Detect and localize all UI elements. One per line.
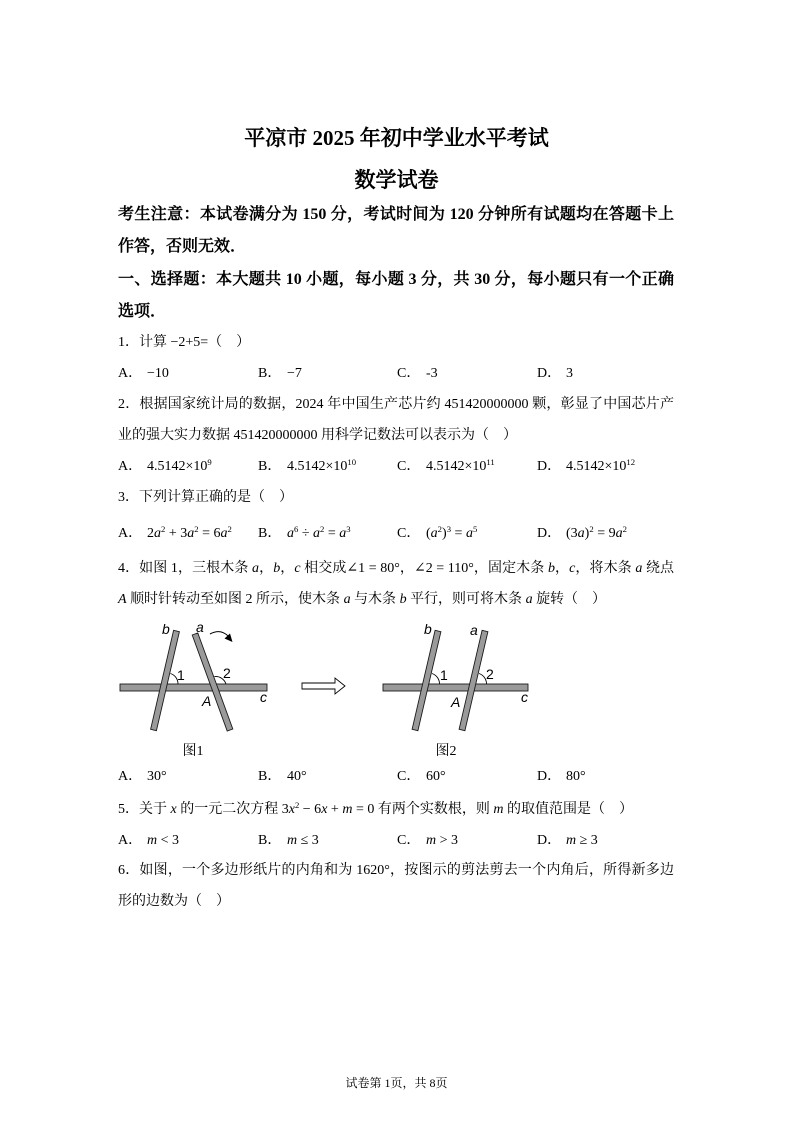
option-d: [537, 518, 627, 549]
notice-line: 作答，否则无效．: [118, 238, 247, 255]
option-a: [118, 825, 179, 856]
option-b: [258, 518, 351, 549]
math-variable: m: [493, 802, 504, 817]
option-label: C．: [397, 833, 421, 848]
option-label: B．: [258, 833, 282, 848]
label-c: c: [260, 689, 267, 705]
math-variable: m: [147, 833, 158, 848]
option-d: [537, 825, 598, 856]
math-superscript: 12: [626, 457, 636, 468]
option-label: B．: [258, 366, 282, 381]
figure-2: [383, 621, 528, 759]
math-variable: a: [313, 526, 321, 541]
question-text: 5．关于 x 的一元二次方程 $3x^2 - 6x + m = 0$ 有两个实数根，则 m 的取值范围是（ ）: [118, 800, 633, 817]
label-angle-1: 1: [440, 667, 448, 683]
math-superscript: 11: [486, 457, 495, 468]
option-value: 3: [566, 366, 573, 381]
math-variable: a: [220, 526, 228, 541]
label-c: c: [521, 689, 528, 705]
figure-1: [120, 619, 267, 759]
option-c: [397, 518, 477, 549]
question-text: 2．根据国家统计局的数据，2024 年中国生产芯片约 451420000000 颗，彰显了中国芯片产: [118, 397, 674, 412]
label-b: b: [162, 621, 170, 637]
rotate-clockwise-arrow-icon: [210, 632, 233, 642]
option-label: B．: [258, 526, 282, 541]
option-b: [258, 451, 356, 482]
question-3-options: [118, 518, 678, 549]
question-6: [118, 855, 674, 917]
bar-a: [192, 633, 233, 731]
math-variable: m: [566, 833, 577, 848]
label-angle-1: 1: [177, 667, 185, 683]
math-variable: a: [577, 526, 585, 541]
option-a: [118, 358, 169, 389]
option-label: B．: [258, 769, 282, 784]
math-variable: a: [339, 526, 347, 541]
option-label: C．: [397, 366, 421, 381]
bar-c: [383, 684, 528, 691]
option-value: m ≥ 3: [566, 833, 598, 848]
notice-line: 考生注意：本试卷满分为 150 分，考试时间为 120 分钟所有试题均在答题卡上: [118, 206, 674, 223]
math-variable: x: [321, 802, 328, 817]
bar-a: [459, 630, 488, 730]
option-a: [118, 451, 212, 482]
math-superscript: 2: [589, 524, 594, 535]
option-c: [397, 761, 446, 792]
exam-title: 平凉市 2025 年初中学业水平考试: [244, 126, 549, 150]
math-superscript: 3: [346, 524, 351, 535]
question-text: 6．如图，一个多边形纸片的内角和为 1620°，按图示的剪法剪去一个内角后，所得新多边: [118, 863, 674, 878]
option-value: 80°: [566, 769, 586, 784]
math-variable: m: [287, 833, 298, 848]
angle-1-arc: [432, 674, 440, 685]
math-variable: a: [465, 526, 473, 541]
bar-b: [151, 630, 180, 730]
option-value: m ≤ 3: [287, 833, 319, 848]
option-label: C．: [397, 526, 421, 541]
question-text: 3．下列计算正确的是（ ）: [118, 490, 293, 505]
option-c: [397, 358, 438, 389]
bar-c: [120, 684, 267, 691]
option-a: [118, 518, 232, 549]
option-value: −10: [147, 366, 169, 381]
label-a: a: [470, 622, 478, 638]
option-value: m > 3: [426, 833, 459, 848]
bar-b: [412, 630, 441, 730]
question-3: [118, 482, 674, 513]
option-value: −7: [287, 366, 302, 381]
math-variable: b: [273, 561, 281, 576]
math-superscript: 2: [437, 524, 443, 535]
section-heading-line: 选项．: [118, 303, 167, 320]
option-value: $(3a)^2 = 9a^2$: [566, 524, 627, 541]
question-text: 1．计算 −2+5=（ ）: [118, 335, 251, 350]
math-variable: m: [342, 802, 353, 817]
option-label: B．: [258, 459, 282, 474]
option-label: D．: [537, 833, 562, 848]
label-point-a: A: [202, 693, 212, 709]
math-superscript: 5: [472, 524, 478, 535]
math-variable: c: [569, 561, 576, 576]
candidate-notice: [118, 199, 674, 263]
option-label: C．: [397, 459, 421, 474]
option-a: [118, 761, 167, 792]
option-value: $(a^2)^3 = a^5$: [426, 524, 478, 541]
question-1: [118, 327, 674, 358]
option-label: D．: [537, 769, 562, 784]
math-superscript: 10: [347, 457, 357, 468]
math-variable: A: [118, 592, 127, 607]
option-b: [258, 825, 319, 856]
option-b: [258, 358, 302, 389]
option-label: D．: [537, 366, 562, 381]
math-variable: a: [430, 526, 438, 541]
math-variable: a: [187, 526, 195, 541]
option-value: 40°: [287, 769, 307, 784]
option-value: -3: [426, 366, 438, 381]
option-value: m < 3: [147, 833, 180, 848]
question-2-options: [118, 451, 678, 482]
option-d: [537, 761, 586, 792]
math-variable: a: [154, 526, 161, 541]
option-label: A．: [118, 526, 143, 541]
math-variable: a: [615, 526, 623, 541]
option-value: $a^6 \div a^2 = a^3$: [287, 524, 351, 541]
math-variable: a: [525, 592, 533, 607]
option-d: [537, 358, 573, 389]
label-a: a: [196, 619, 204, 635]
option-label: D．: [537, 526, 562, 541]
math-superscript: 2: [227, 524, 232, 535]
math-variable: a: [287, 526, 294, 541]
math-variable: a: [635, 561, 643, 576]
option-label: A．: [118, 459, 143, 474]
math-superscript: 2: [622, 524, 627, 535]
option-c: [397, 451, 495, 482]
option-value: 60°: [426, 769, 446, 784]
option-value: $4.5142\times 10^{10}$: [287, 457, 357, 474]
option-value: 30°: [147, 769, 167, 784]
math-variable: b: [399, 592, 407, 607]
label-angle-2: 2: [223, 665, 231, 681]
section-heading-line: 一、选择题：本大题共 10 小题，每小题 3 分，共 30 分，每小题只有一个正确: [118, 271, 674, 288]
option-label: C．: [397, 769, 421, 784]
math-superscript: 6: [294, 524, 299, 535]
question-text: 形的边数为（ ）: [118, 894, 230, 909]
math-superscript: 3: [446, 524, 452, 535]
math-variable: m: [426, 833, 437, 848]
option-value: $4.5142\times 10^{12}$: [566, 457, 636, 474]
section-heading: [118, 264, 674, 328]
question-4-figure: [0, 600, 793, 770]
math-superscript: 2: [320, 524, 325, 535]
label-angle-2: 2: [486, 666, 494, 682]
math-variable: a: [343, 592, 351, 607]
option-label: A．: [118, 366, 143, 381]
exam-subtitle: 数学试卷: [354, 168, 439, 192]
option-value: $4.5142\times 10^9$: [147, 457, 212, 474]
option-value: $2a^2 + 3a^2 = 6a^2$: [147, 524, 232, 541]
question-5-options: [118, 825, 678, 856]
math-superscript: 9: [207, 457, 212, 468]
math-superscript: 2: [194, 524, 199, 535]
option-d: [537, 451, 635, 482]
option-label: D．: [537, 459, 562, 474]
right-arrow-icon: [302, 678, 345, 694]
label-point-a: A: [451, 694, 461, 710]
question-text: 4．如图 1，三根木条 a，b，c 相交成∠1 = 80°，∠2 = 110°，固定木条 b，c，将木条 a 绕点: [118, 561, 675, 576]
question-text: 业的强大实力数据 451420000000 用科学记数法可以表示为（ ）: [118, 428, 517, 443]
option-label: A．: [118, 769, 143, 784]
question-2: [118, 389, 674, 451]
option-value: $4.5142\times 10^{11}$: [426, 457, 495, 474]
option-b: [258, 761, 307, 792]
label-b: b: [424, 621, 432, 637]
math-variable: c: [294, 561, 301, 576]
question-text: A 顺时针转动至如图 2 所示，使木条 a 与木条 b 平行，则可将木条 a 旋转（ ）: [118, 592, 607, 607]
question-5: [118, 794, 674, 825]
math-variable: x: [288, 802, 295, 817]
option-c: [397, 825, 458, 856]
math-variable: x: [170, 802, 177, 817]
math-variable: a: [252, 561, 260, 576]
figure-2-caption: 图2: [435, 744, 457, 759]
math-superscript: 2: [161, 524, 166, 535]
page-footer: 试卷第 1页，共 8页: [345, 1076, 448, 1090]
math-variable: b: [547, 561, 555, 576]
figure-1-caption: 图1: [182, 744, 204, 759]
option-label: A．: [118, 833, 143, 848]
math-superscript: 2: [294, 800, 300, 811]
question-1-options: [118, 358, 678, 389]
question-4-options: [118, 761, 678, 792]
